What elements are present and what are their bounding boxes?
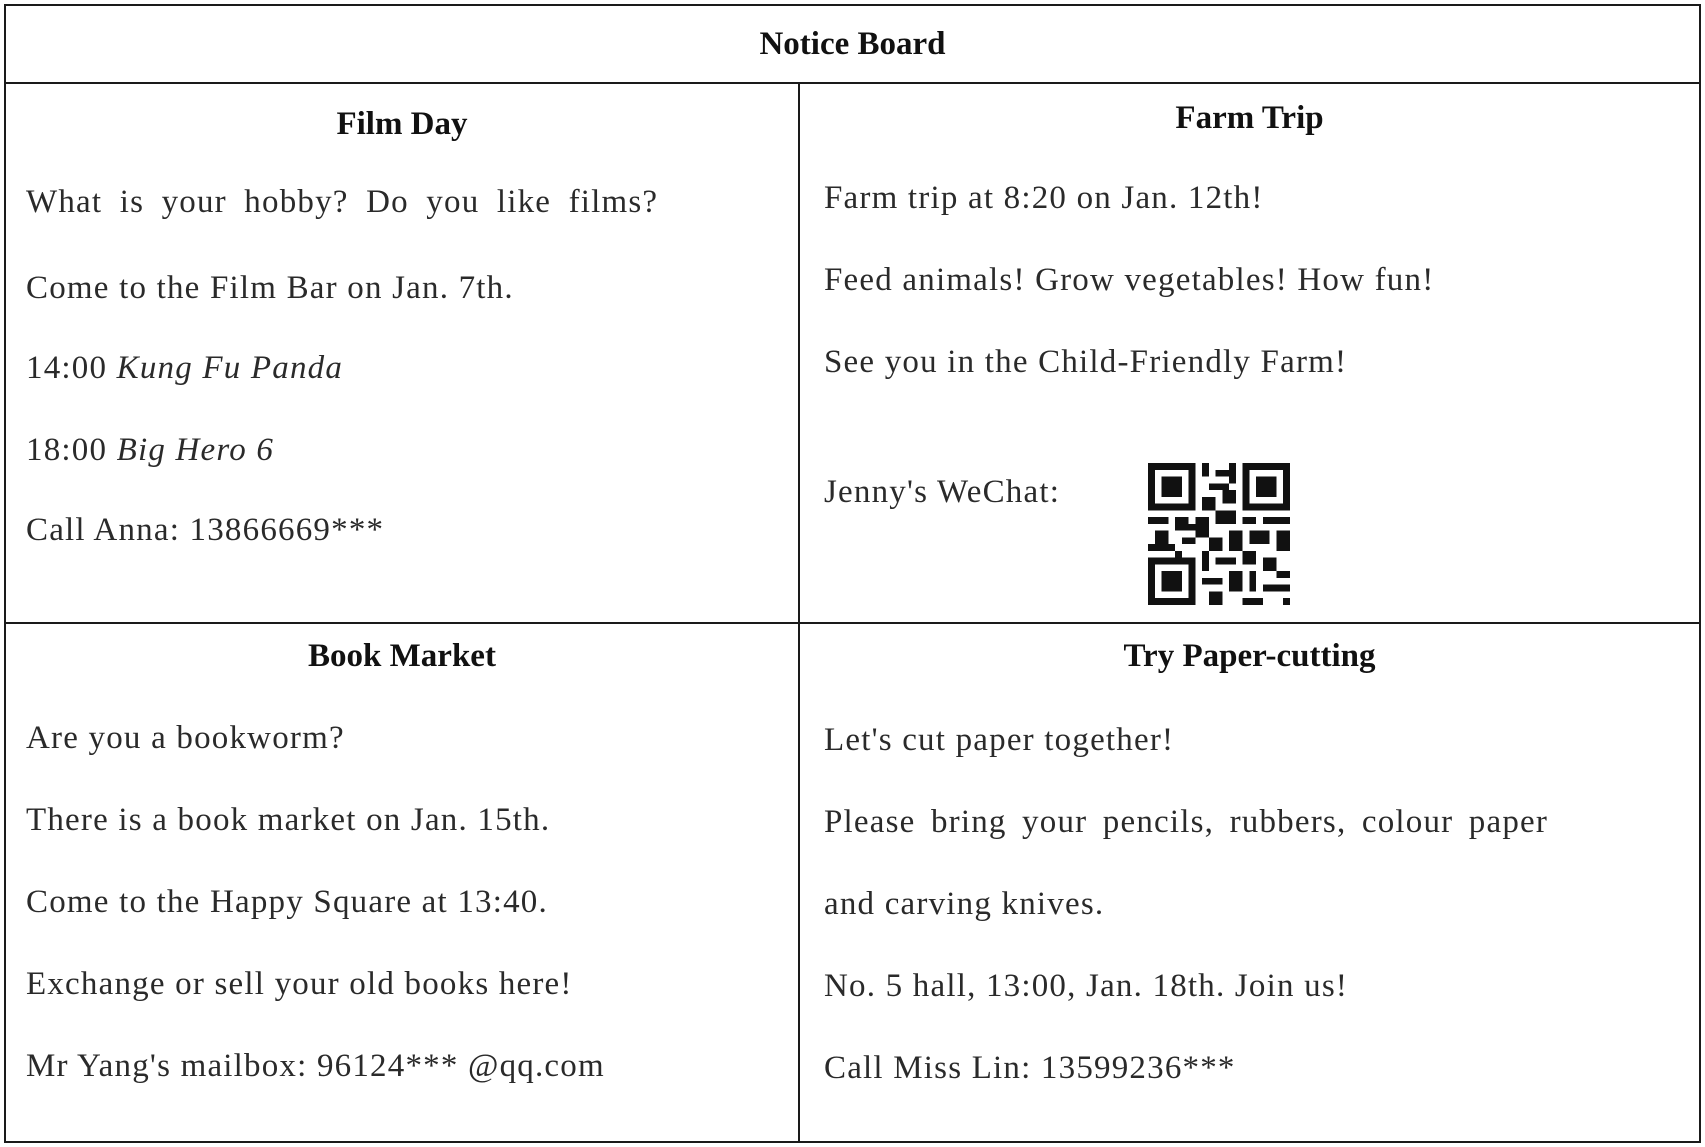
paper-cutting-contact: Call Miss Lin: 13599236*** xyxy=(824,1050,1236,1086)
book-market-contact: Mr Yang's mailbox: 96124*** @qq.com xyxy=(26,1048,605,1084)
paper-cutting-line3: and carving knives. xyxy=(824,886,1105,922)
book-market-heading: Book Market xyxy=(308,638,496,674)
paper-cutting-line4: No. 5 hall, 13:00, Jan. 18th. Join us! xyxy=(824,968,1349,1004)
wechat-label: Jenny's WeChat: xyxy=(824,474,1061,510)
book-market-line3: Come to the Happy Square at 13:40. xyxy=(26,884,548,920)
film-day-contact: Call Anna: 13866669*** xyxy=(26,512,385,548)
paper-cutting-section xyxy=(800,624,1699,1141)
book-market-line1: Are you a bookworm? xyxy=(26,720,345,756)
book-market-line4: Exchange or sell your old books here! xyxy=(26,966,573,1002)
paper-cutting-heading: Try Paper-cutting xyxy=(1123,638,1376,674)
farm-trip-heading: Farm Trip xyxy=(1175,100,1324,136)
film-day-line1: What is your hobby? Do you like films? xyxy=(26,184,659,220)
farm-trip-section xyxy=(800,84,1699,624)
farm-trip-line1: Farm trip at 8:20 on Jan. 12th! xyxy=(824,180,1264,216)
show1-time: 14:00 xyxy=(26,350,108,386)
paper-cutting-line2: Please bring your pencils, rubbers, colour paper xyxy=(824,804,1549,840)
notice-board xyxy=(4,4,1701,1143)
film-day-show2 xyxy=(26,432,274,469)
show1-title: Kung Fu Panda xyxy=(116,350,344,386)
film-day-heading: Film Day xyxy=(336,106,468,142)
film-day-line2: Come to the Film Bar on Jan. 7th. xyxy=(26,270,514,306)
book-market-section xyxy=(6,624,800,1141)
film-day-section xyxy=(6,84,800,624)
farm-trip-line2: Feed animals! Grow vegetables! How fun! xyxy=(824,262,1435,298)
qr-code-icon[interactable] xyxy=(1148,463,1290,605)
show2-time: 18:00 xyxy=(26,432,108,468)
paper-cutting-line1: Let's cut paper together! xyxy=(824,722,1175,758)
farm-trip-line3: See you in the Child-Friendly Farm! xyxy=(824,344,1348,380)
film-day-show1 xyxy=(26,350,343,387)
show2-title: Big Hero 6 xyxy=(116,432,275,468)
book-market-line2: There is a book market on Jan. 15th. xyxy=(26,802,551,838)
board-title: Notice Board xyxy=(6,6,1699,84)
